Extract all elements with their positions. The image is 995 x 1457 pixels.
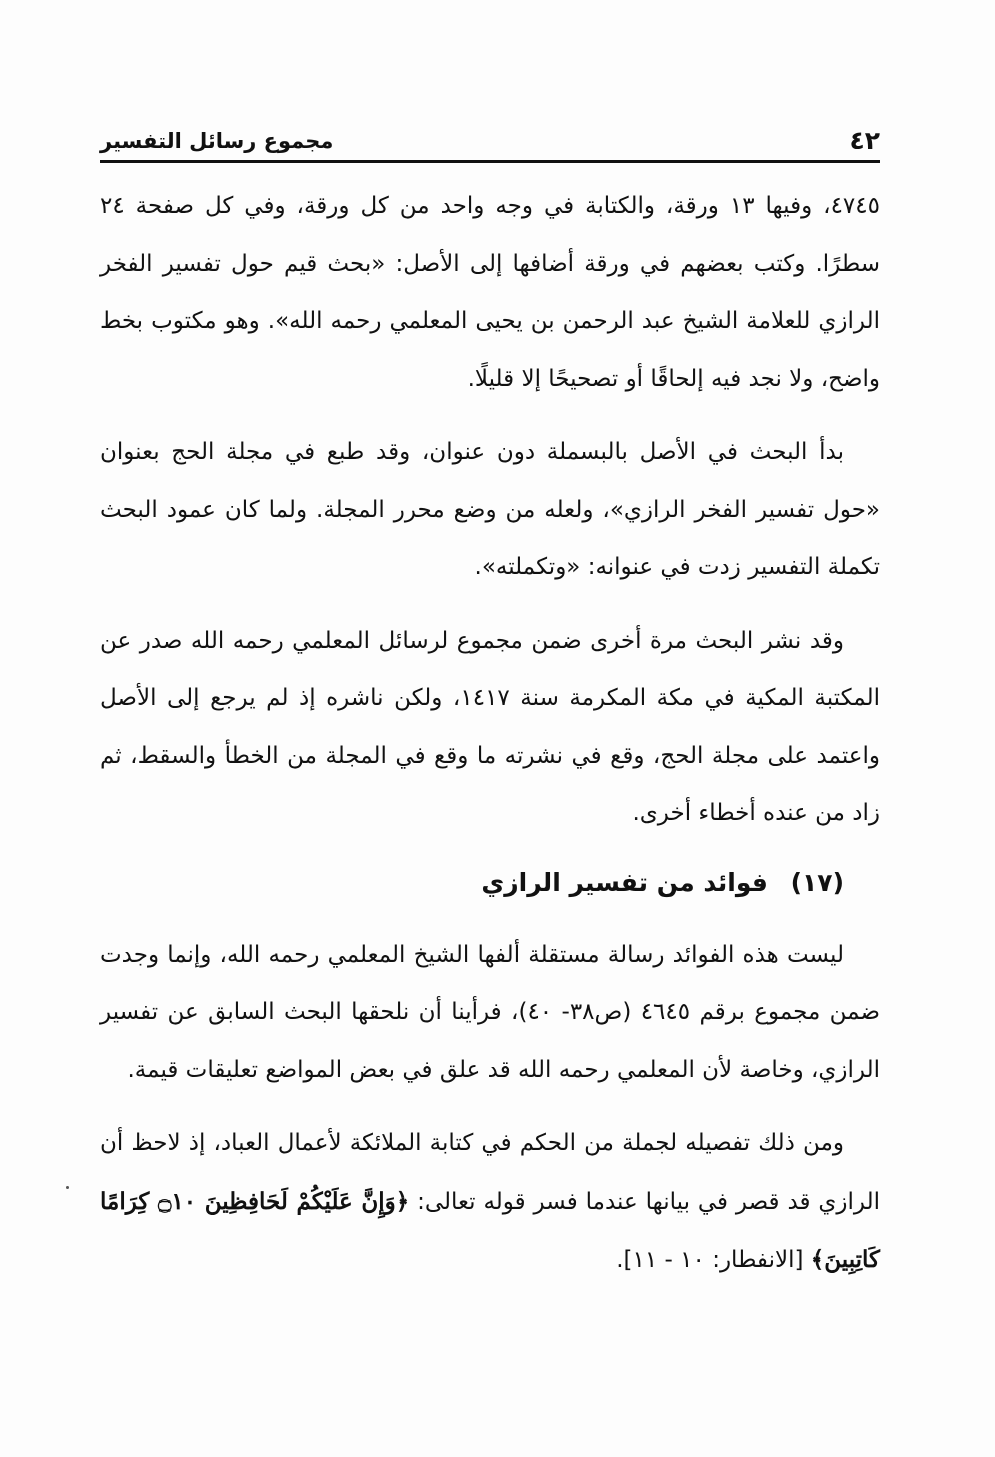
paragraph-angels-writing	[100, 1115, 880, 1290]
section-number: (١٧)	[790, 867, 844, 897]
paragraph-benefits-intro: ليست هذه الفوائد رسالة مستقلة ألفها الشيخ المعلمي رحمه الله، وإنما وجدت ضمن مجموع برقم ٤٦٤٥ (ص٣٨- ٤٠)، فرأينا أن نلحقها البحث السابق عن تفسير الرازي، وخاصة لأن المعلمي رحمه الله قد علق في بعض المواضع تعليقات قيمة.	[100, 941, 880, 1083]
section-title: فوائد من تفسير الرازي	[481, 867, 768, 897]
paragraph-manuscript-description: ٤٧٤٥، وفيها ١٣ ورقة، والكتابة في وجه واحد من كل ورقة، وفي كل صفحة ٢٤ سطرًا. وكتب بعضهم في ورقة أضافها إلى الأصل: «بحث قيم حول تفسير الفخر الرازي للعلامة الشيخ عبد الرحمن بن يحيى المعلمي رحمه الله». وهو مكتوب بخط واضح، ولا نجد فيه إلحاقًا أو تصحيحًا إلا قليلًا.	[100, 193, 880, 392]
book-title: مجموع رسائل التفسير	[100, 129, 334, 153]
quran-verse: ﴿وَإِنَّ عَلَيْكُمْ لَحَافِظِينَ ۝١٠ كِرَامًا كَاتِبِينَ﴾	[100, 1187, 880, 1273]
page-number: ٤٢	[849, 126, 880, 155]
body-text	[100, 178, 880, 1306]
paragraph-text: ومن ذلك تفصيله لجملة من الحكم في كتابة الملائكة لأعمال العباد، إذ لاحظ أن الرازي قد قصر في بيانها عندما فسر قوله تعالى:	[100, 1130, 880, 1215]
header-rule	[100, 160, 880, 163]
paragraph-publication-hajj: بدأ البحث في الأصل بالبسملة دون عنوان، وقد طبع في مجلة الحج بعنوان «حول تفسير الفخر الرازي»، ولعله من وضع محرر المجلة. ولما كان عمود البحث تكملة التفسير زدت في عنوانه: «وتكملته».	[100, 439, 880, 580]
margin-speck	[66, 1186, 69, 1189]
section-heading	[100, 859, 880, 907]
verse-citation: [الانفطار: ١٠ - ١١].	[616, 1247, 811, 1273]
paragraph-republication: وقد نشر البحث مرة أخرى ضمن مجموع لرسائل المعلمي رحمه الله صدر عن المكتبة المكية في مكة المكرمة سنة ١٤١٧، ولكن ناشره إذ لم يرجع إلى الأصل واعتمد على مجلة الحج، وقع في نشرته ما وقع في المجلة من الخطأ والسقط، ثم زاد من عنده أخطاء أخرى.	[100, 627, 880, 826]
running-head	[100, 126, 880, 156]
